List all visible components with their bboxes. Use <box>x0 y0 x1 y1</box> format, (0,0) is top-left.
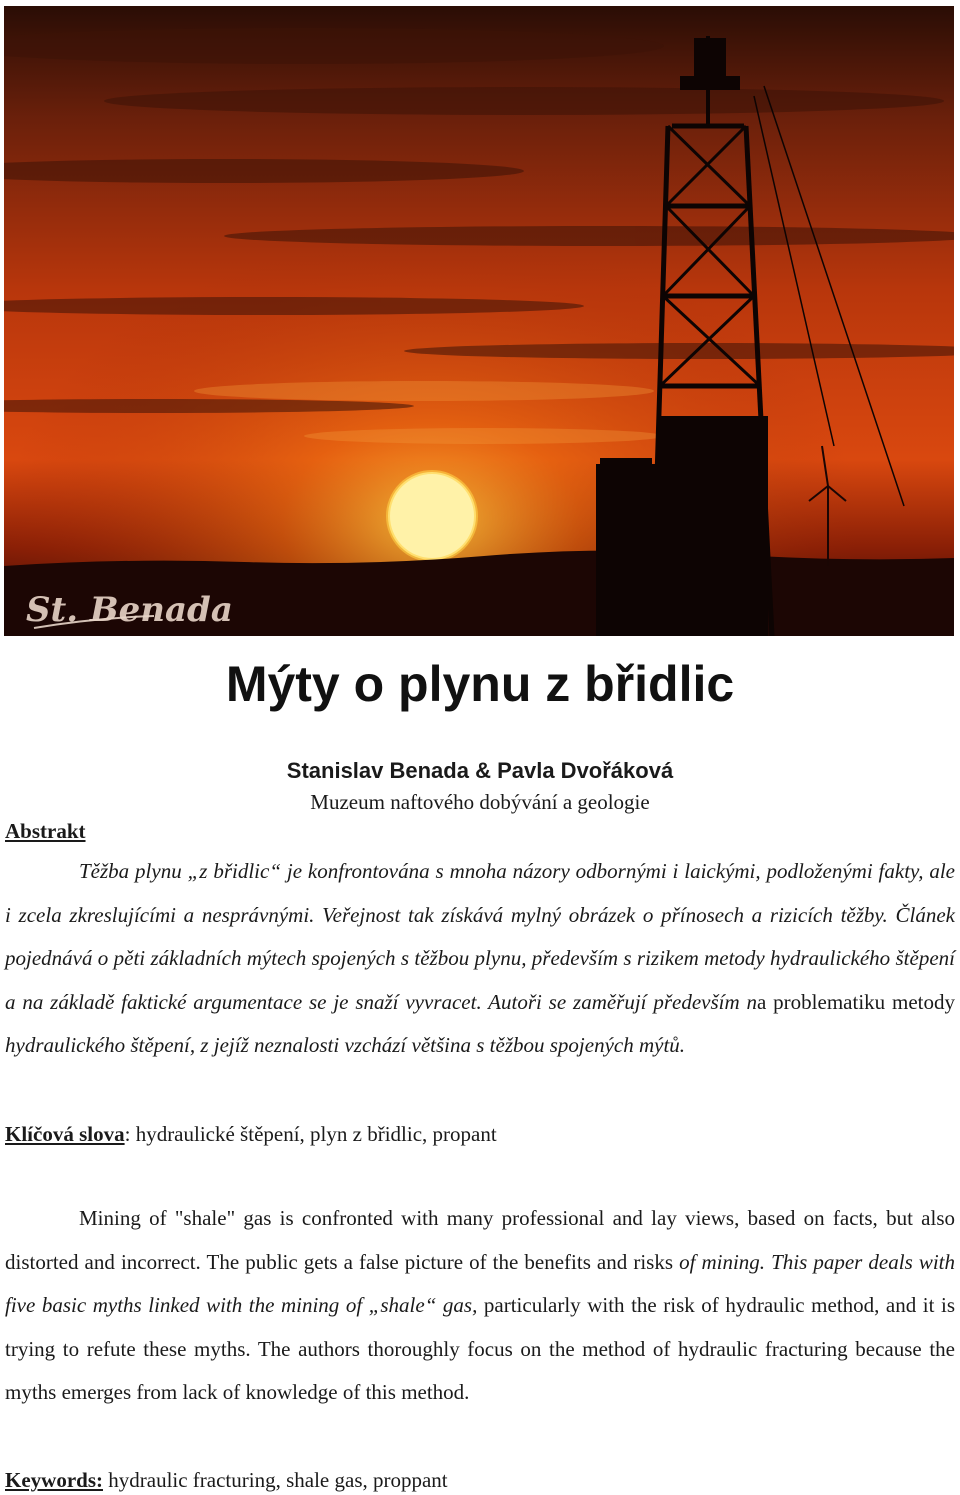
sunset-rig-illustration <box>4 6 954 636</box>
abstract-en-part2: particularly with the risk of hydraulic method, and it is trying to refute these myths. The authors thoroughly focus on the method of hydraulic fracturing because the myths emerges from lack of knowledge of this method. <box>5 1293 955 1404</box>
photographer-signature: St. Benada <box>26 590 233 630</box>
keywords-cz <box>5 1120 955 1148</box>
keywords-cz-separator: : <box>124 1122 131 1146</box>
affiliation: Muzeum naftového dobývání a geologie <box>310 790 650 814</box>
keywords-en <box>5 1466 955 1494</box>
authors: Stanislav Benada & Pavla Dvořáková <box>286 758 674 783</box>
hero-photo <box>4 6 954 636</box>
abstract-en <box>5 1197 955 1415</box>
keywords-en-text: hydraulic fracturing, shale gas, proppant <box>103 1468 448 1492</box>
abstract-en-part1: Mining of "shale" gas is confronted with many professional and lay views, based on facts, but also distorted and incorrect. The public gets a false picture of the benefits and risks <box>5 1206 955 1274</box>
keywords-cz-text: hydraulické štěpení, plyn z břidlic, propant <box>130 1122 497 1146</box>
keywords-en-label: Keywords: <box>5 1468 103 1492</box>
abstract-cz-upright: a problematiku metody <box>757 989 955 1014</box>
abstract-cz <box>5 850 955 1068</box>
keywords-cz-label: Klíčová slova <box>5 1122 125 1146</box>
abstract-en-italic: of mining. This paper deals with five basic myths linked with the mining of „shale“ gas, <box>5 1249 955 1317</box>
abstract-cz-tail: hydraulického štěpení, z jejíž neznalosti vzchází většina s těžbou spojených mýtů. <box>5 1033 686 1057</box>
abstract-heading: Abstrakt <box>5 819 86 843</box>
abstract-cz-text: Těžba plynu „z břidlic“ je konfrontována s mnoha názory odbornými i laickými, podloženými fakty, ale i zcela zkreslujícími a nesprávnými. Veřejnost tak získává mylný obrázek o přínosech a rizicích těžby. Článek pojednává o pěti základních mýtech spojených s těžbou plynu, především s rizikem metody hydraulického štěpení a na základě faktické argumentace se je snaží vyvracet. Autoři se zaměřují především n <box>5 859 955 1014</box>
page-title: Mýty o plynu z břidlic <box>225 656 735 712</box>
